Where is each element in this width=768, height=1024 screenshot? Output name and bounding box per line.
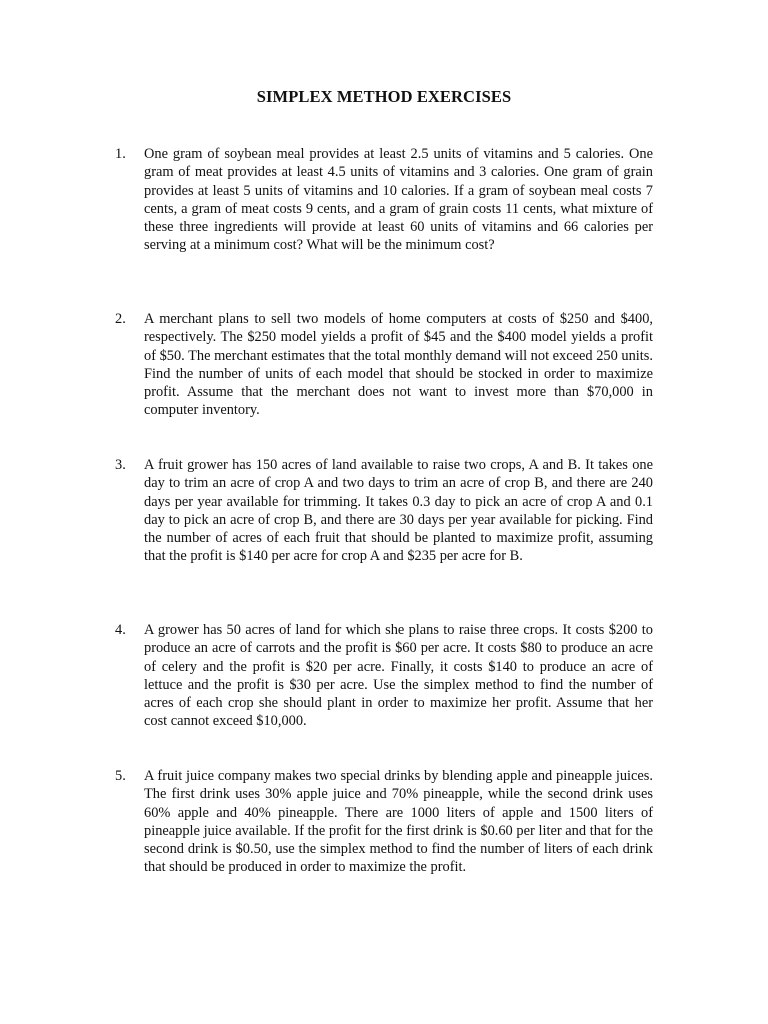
exercise-number: 1. xyxy=(115,146,126,162)
exercise-number: 4. xyxy=(115,622,126,638)
page-title: SIMPLEX METHOD EXERCISES xyxy=(256,87,512,106)
exercise-item-3 xyxy=(115,456,653,566)
exercise-text: A grower has 50 acres of land for which she plans to raise three crops. It costs $200 to produce an acre of carrots and the profit is $60 per acre. It costs $80 to produce an acre of celery and the profit is $20 per acre. Finally, it costs $140 to produce an acre of lettuce and the profit is $30 per acre. Use the simplex method to find the number of acres of each crop she should plant in order to maximize her profit. Assume that her cost cannot exceed $10,000. xyxy=(144,622,653,730)
exercise-number: 5. xyxy=(115,768,126,784)
exercise-text: A merchant plans to sell two models of home computers at costs of $250 and $400, respectively. The $250 model yields a profit of $45 and the $400 model yields a profit of $50. The merchant estimates that the total monthly demand will not exceed 250 units. Find the number of units of each model that should be stocked in order to maximize profit. Assume that the merchant does not want to invest more than $70,000 in computer inventory. xyxy=(144,311,653,419)
exercise-text: One gram of soybean meal provides at least 2.5 units of vitamins and 5 calories. One gram of meat provides at least 4.5 units of vitamins and 3 calories. One gram of grain provides at least 5 units of vitamins and 10 calories. If a gram of soybean meal costs 7 cents, a gram of meat costs 9 cents, and a gram of grain costs 11 cents, what mixture of these three ingredients will provide at least 60 units of vitamins and 66 calories per serving at a minimum cost? What will be the minimum cost? xyxy=(144,146,653,254)
exercise-text: A fruit grower has 150 acres of land available to raise two crops, A and B. It takes one day to trim an acre of crop A and two days to trim an acre of crop B, and there are 240 days per year available for trimming. It takes 0.3 day to pick an acre of crop A and 0.1 day to pick an acre of crop B, and there are 30 days per year available for picking. Find the number of acres of each fruit that should be planted to maximize profit, assuming that the profit is $140 per acre for crop A and $235 per acre for B. xyxy=(144,457,653,565)
exercise-number: 3. xyxy=(115,457,126,473)
exercise-number: 2. xyxy=(115,311,126,327)
exercise-item-1 xyxy=(115,145,653,255)
exercise-item-2 xyxy=(115,310,653,420)
exercise-item-5 xyxy=(115,767,653,877)
exercise-item-4 xyxy=(115,621,653,731)
exercise-text: A fruit juice company makes two special drinks by blending apple and pineapple juices. The first drink uses 30% apple juice and 70% pineapple, while the second drink uses 60% apple and 40% pineapple. There are 1000 liters of apple and 1500 liters of pineapple juice available. If the profit for the first drink is $0.60 per liter and that for the second drink is $0.50, use the simplex method to find the number of liters of each drink that should be produced in order to maximize the profit. xyxy=(144,768,653,876)
